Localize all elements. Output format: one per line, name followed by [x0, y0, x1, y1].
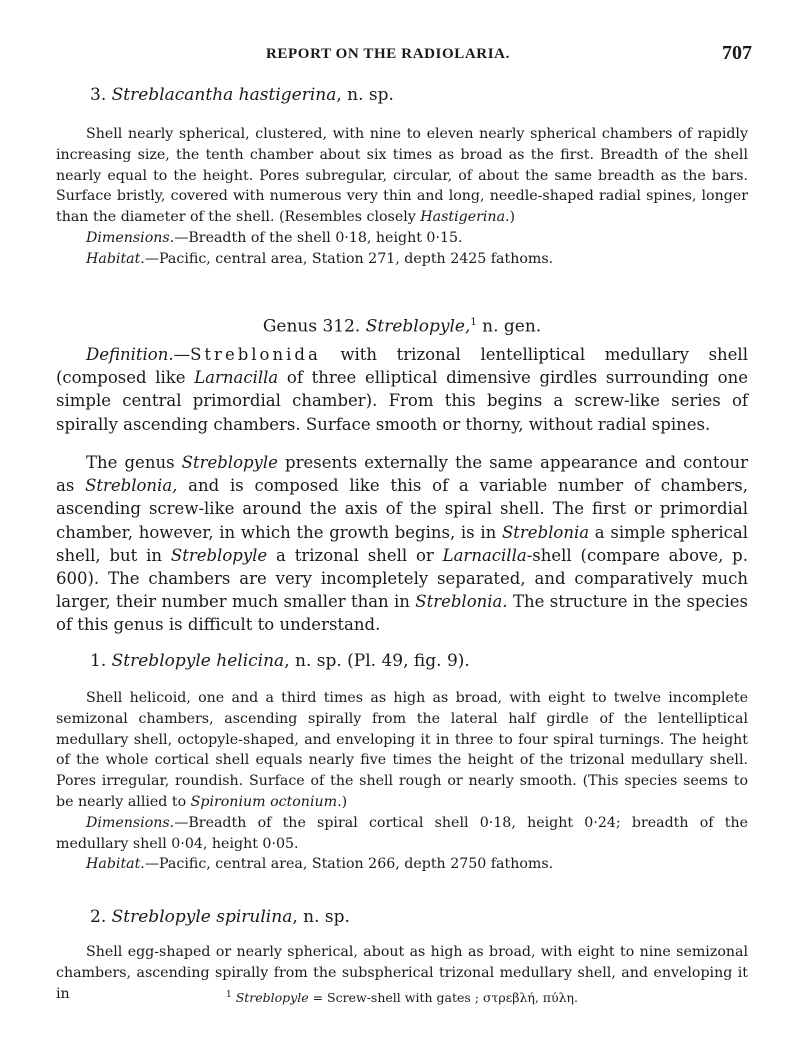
discussion-text: and is composed like this of a variable number of chambers, ascending screw-like around the axis of the spiral shell. The first or primordial chamber, however, in which the growth begins, is in [56, 476, 748, 542]
species-2-suffix: , n. sp. [292, 907, 350, 927]
discussion-genus: Streblonia [501, 522, 590, 542]
species-3-dim-text: —Breadth of the shell 0·18, height 0·15. [174, 229, 463, 246]
discussion-text: presents externally the same appearance and contour as [56, 453, 748, 496]
species-3-dim-label: Dimensions. [86, 229, 175, 246]
definition-label: Definition. [86, 345, 174, 364]
discussion-genus: Larnacilla [442, 545, 527, 565]
discussion-text: -shell (compare above, p. 600). The chambers are very incompletely separated, and comparatively much larger, their number much smaller than in [56, 545, 748, 612]
species-3-hab-label: Habitat. [86, 250, 145, 267]
discussion-text: a trizonal shell or [267, 545, 443, 565]
definition-family: Streblonida [190, 345, 321, 364]
species-3-suffix: , n. sp. [336, 85, 394, 105]
genus-discussion [56, 451, 748, 637]
species-2-desc-text: Shell egg-shaped or nearly spherical, about as high as broad, with eight to nine semizonal chambers, ascending spirally from the subspherical trizonal medullary shell, and enveloping it in [56, 944, 748, 1002]
discussion-genus: Streblopyle [170, 545, 268, 565]
definition-dash: — [173, 345, 191, 364]
discussion-text: The structure in the species of this genus is difficult to understand. [56, 592, 748, 635]
genus-name: Streblopyle, [365, 316, 471, 337]
species-3-habitat [56, 249, 748, 270]
definition-text-b: of three elliptical dimensive girdles surrounding one simple central primordial chamber). From this begins a screw-like series of spirally ascending chambers. Surface smooth or thorny, without radial spines. [56, 368, 748, 434]
species-1-suffix: , n. sp. (Pl. 49, fig. 9). [284, 651, 470, 671]
footnote-text: = Screw-shell with gates ; στρεβλή, πύλη. [308, 990, 579, 1006]
species-1-dimensions [56, 813, 748, 855]
discussion-text: The genus [86, 453, 182, 472]
species-1-name: Streblopyle helicina [111, 651, 285, 671]
running-title: REPORT ON THE RADIOLARIA. [266, 46, 510, 62]
species-3-desc-ref: Hastigerina [420, 209, 506, 226]
discussion-genus: Streblonia. [415, 592, 508, 612]
species-2-heading [90, 906, 690, 928]
species-1-heading [90, 650, 690, 672]
footnote-name: Streblopyle [235, 990, 309, 1006]
species-1-dim-label: Dimensions. [86, 814, 175, 831]
footnote-mark: 1 [225, 990, 232, 1000]
definition-text-a: with trizonal lentelliptical medullary shell (composed like [56, 345, 748, 388]
species-1-habitat [56, 854, 748, 875]
species-2-number: 2. [90, 907, 107, 927]
page-number: 707 [722, 42, 752, 64]
genus-prefix: Genus 312. [262, 316, 366, 337]
species-3-number: 3. [90, 85, 107, 105]
species-1-dim-text: —Breadth of the spiral cortical shell 0·18, height 0·24; breadth of the medullary shell 0·04, height 0·05. [56, 814, 748, 852]
discussion-genus: Streblopyle [181, 453, 278, 472]
genus-heading [56, 312, 748, 338]
species-1-desc-end: .) [337, 793, 348, 810]
species-3-name: Streblacantha hastigerina [111, 85, 337, 105]
species-1-number: 1. [90, 651, 107, 671]
footnote [56, 990, 748, 1005]
species-3-desc-text: Shell nearly spherical, clustered, with nine to eleven nearly spherical chambers of rapidly increasing size, the tenth chamber about six times as broad as the first. Breadth of the shell nearly equal to the height. Pores subregular, circular, of about the same breadth as the bars. Surface bristly, covered with numerous very thin and long, needle-shaped radial spines, longer than the diameter of the shell. (Resembles closely [56, 126, 748, 226]
species-1-description [56, 688, 748, 875]
species-1-desc-text: Shell helicoid, one and a third times as high as broad, with eight to twelve incomplete semizonal chambers, ascending spirally from the lateral half girdle of the lentelliptical medullary shell, octopyle-shaped, and enveloping it in three to four spiral turnings. The height of the whole cortical shell equals nearly five times the height of the trizonal medullary shell. Pores irregular, roundish. Surface of the shell rough or nearly smooth. (This species seems to be nearly allied to [56, 690, 748, 810]
species-2-name: Streblopyle spirulina [111, 907, 293, 927]
genus-definition [56, 343, 748, 436]
running-header [56, 40, 752, 70]
genus-footnote-mark: 1 [470, 317, 477, 328]
definition-ref: Larnacilla [194, 368, 279, 388]
species-3-desc-end: .) [505, 209, 516, 226]
genus-suffix: n. gen. [476, 316, 542, 337]
discussion-genus: Streblonia, [85, 476, 178, 496]
species-1-hab-label: Habitat. [86, 856, 145, 873]
species-3-hab-text: —Pacific, central area, Station 271, depth 2425 fathoms. [144, 250, 554, 267]
species-3-description [56, 124, 748, 270]
species-3-dimensions [56, 228, 748, 249]
species-3-heading [90, 84, 690, 106]
discussion-text: a simple spherical shell, but in [56, 522, 748, 565]
species-1-desc-ref: Spironium octonium [190, 793, 338, 810]
species-1-hab-text: —Pacific, central area, Station 266, depth 2750 fathoms. [144, 856, 554, 873]
